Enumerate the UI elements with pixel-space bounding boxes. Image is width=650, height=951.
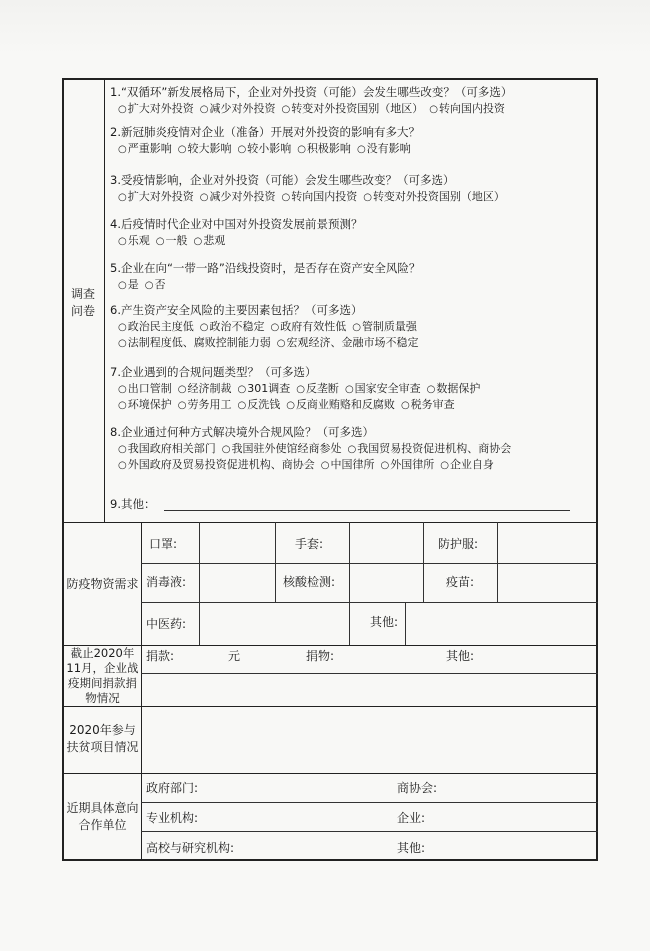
question-7-options <box>118 381 486 398</box>
question-5-options <box>118 277 171 294</box>
question-6-options <box>118 335 424 352</box>
radio-option[interactable]: ○ 外国政府及贸易投资促进机构、商协会 <box>118 458 315 471</box>
radio-option[interactable]: ○ 宏观经济、金融市场不稳定 <box>277 336 419 349</box>
question-4-options <box>118 233 231 250</box>
radio-option[interactable]: ○ 我国贸易投资促进机构、商协会 <box>347 442 511 455</box>
radio-option[interactable]: ○ 税务审查 <box>401 398 455 411</box>
poverty-section-label: 2020年参与扶贫项目情况 <box>66 723 139 754</box>
radio-option[interactable]: ○ 转向国内投资 <box>281 190 357 203</box>
radio-option[interactable]: ○ 我国驻外使馆经商参处 <box>222 442 342 455</box>
radio-option[interactable]: ○ 积极影响 <box>297 142 351 155</box>
mask-field[interactable] <box>200 523 274 562</box>
radio-option[interactable]: ○ 环境保护 <box>118 398 172 411</box>
question-3-options <box>118 189 511 206</box>
question-6: 6.产生资产安全风险的主要因素包括？（可多选） <box>110 303 363 317</box>
radio-option[interactable]: ○ 扩大对外投资 <box>118 102 194 115</box>
radio-option[interactable]: ○ 没有影响 <box>357 142 411 155</box>
question-4: 4.后疫情时代企业对中国对外投资发展前景预测？ <box>110 217 363 231</box>
radio-option[interactable]: ○ 中国律所 <box>321 458 375 471</box>
question-5: 5.企业在向“一带一路”沿线投资时，是否存在资产安全风险？ <box>110 261 421 275</box>
radio-option[interactable]: ○ 减少对外投资 <box>200 190 276 203</box>
ppe-other-label: 其他: <box>370 615 399 629</box>
donation-section-label: 截止2020年11月，企业战疫期间捐款捐物情况 <box>66 646 139 705</box>
radio-option[interactable]: ○ 转向国内投资 <box>429 102 505 115</box>
radio-option[interactable]: ○ 数据保护 <box>427 382 481 395</box>
radio-option[interactable]: ○ 外国律所 <box>380 458 434 471</box>
radio-option[interactable]: ○ 严重影响 <box>118 142 172 155</box>
radio-option[interactable]: ○ 政府有效性低 <box>270 320 346 333</box>
money-unit: 元 <box>228 649 241 663</box>
question-1: 1.“双循环”新发展格局下，企业对外投资（可能）会发生哪些改变？（可多选） <box>110 85 513 99</box>
divider-poverty-bottom <box>62 773 598 774</box>
label-column-divider <box>141 522 142 861</box>
mask-label: 口罩: <box>149 537 178 551</box>
vaccine-field[interactable] <box>498 564 596 601</box>
test-field[interactable] <box>350 564 422 601</box>
donation-other-label: 其他: <box>446 649 475 663</box>
radio-option[interactable]: ○ 国家安全审查 <box>345 382 421 395</box>
radio-option[interactable]: ○ 否 <box>145 278 166 291</box>
goods-label: 捐物: <box>306 649 335 663</box>
gloves-label: 手套: <box>295 537 324 551</box>
sanitizer-label: 消毒液: <box>146 575 187 589</box>
test-label: 核酸检测: <box>283 575 336 589</box>
radio-option[interactable]: ○ 较大影响 <box>178 142 232 155</box>
radio-option[interactable]: ○ 法制程度低、腐败控制能力弱 <box>118 336 271 349</box>
question-9: 9.其他： <box>110 497 156 511</box>
radio-option[interactable]: ○ 一般 <box>156 234 188 247</box>
chamber-label: 商协会: <box>397 781 438 795</box>
radio-option[interactable]: ○ 劳务用工 <box>178 398 232 411</box>
partners-other-label: 其他: <box>397 841 426 855</box>
radio-option[interactable]: ○ 我国政府相关部门 <box>118 442 216 455</box>
enterprise-label: 企业: <box>397 811 426 825</box>
radio-option[interactable]: ○ 出口管制 <box>118 382 172 395</box>
gloves-field[interactable] <box>350 523 422 562</box>
suit-field[interactable] <box>498 523 596 562</box>
radio-option[interactable]: ○ 政治不稳定 <box>200 320 265 333</box>
question-2: 2.新冠肺炎疫情对企业（准备）开展对外投资的影响有多大？ <box>110 125 420 139</box>
poverty-field[interactable] <box>142 707 596 772</box>
q9-answer-line[interactable] <box>164 510 570 511</box>
money-label: 捐款: <box>146 649 175 663</box>
radio-option[interactable]: ○ 管制质量强 <box>352 320 417 333</box>
question-8-options <box>118 441 517 458</box>
univ-label: 高校与研究机构: <box>146 841 235 855</box>
survey-section-label: 调查问卷 <box>70 287 95 318</box>
partners-section-label: 近期具体意向合作单位 <box>66 801 139 832</box>
suit-label: 防护服: <box>438 537 479 551</box>
radio-option[interactable]: ○ 转变对外投资国别（地区） <box>363 190 505 203</box>
survey-label-divider <box>104 78 105 522</box>
ppe-other-field[interactable] <box>406 603 596 644</box>
pro-label: 专业机构: <box>146 811 199 825</box>
question-1-options <box>118 101 511 118</box>
gov-label: 政府部门: <box>146 781 199 795</box>
question-8: 8.企业通过何种方式解决境外合规风险？（可多选） <box>110 425 374 439</box>
radio-option[interactable]: ○ 反商业贿赂和反腐败 <box>286 398 395 411</box>
question-2-options <box>118 141 417 158</box>
radio-option[interactable]: ○ 反洗钱 <box>237 398 280 411</box>
question-3: 3.受疫情影响，企业对外投资（可能）会发生哪些改变？（可多选） <box>110 173 455 187</box>
radio-option[interactable]: ○ 转变对外投资国别（地区） <box>281 102 423 115</box>
question-7-options <box>118 397 461 414</box>
radio-option[interactable]: ○ 减少对外投资 <box>200 102 276 115</box>
divider-ppe-bottom <box>62 645 598 646</box>
ppe-section-label: 防疫物资需求 <box>66 577 139 591</box>
radio-option[interactable]: ○ 301调查 <box>237 382 290 395</box>
question-6-options <box>118 319 423 336</box>
tcm-field[interactable] <box>200 603 348 644</box>
radio-option[interactable]: ○ 较小影响 <box>237 142 291 155</box>
radio-option[interactable]: ○ 是 <box>118 278 139 291</box>
radio-option[interactable]: ○ 反垄断 <box>296 382 339 395</box>
question-7: 7.企业遇到的合规问题类型？（可多选） <box>110 365 317 379</box>
radio-option[interactable]: ○ 乐观 <box>118 234 150 247</box>
radio-option[interactable]: ○ 扩大对外投资 <box>118 190 194 203</box>
question-8-options <box>118 457 500 474</box>
tcm-label: 中医药: <box>146 617 187 631</box>
vaccine-label: 疫苗: <box>446 575 475 589</box>
sanitizer-field[interactable] <box>200 564 274 601</box>
radio-option[interactable]: ○ 经济制裁 <box>178 382 232 395</box>
radio-option[interactable]: ○ 悲观 <box>193 234 225 247</box>
radio-option[interactable]: ○ 企业自身 <box>440 458 494 471</box>
radio-option[interactable]: ○ 政治民主度低 <box>118 320 194 333</box>
